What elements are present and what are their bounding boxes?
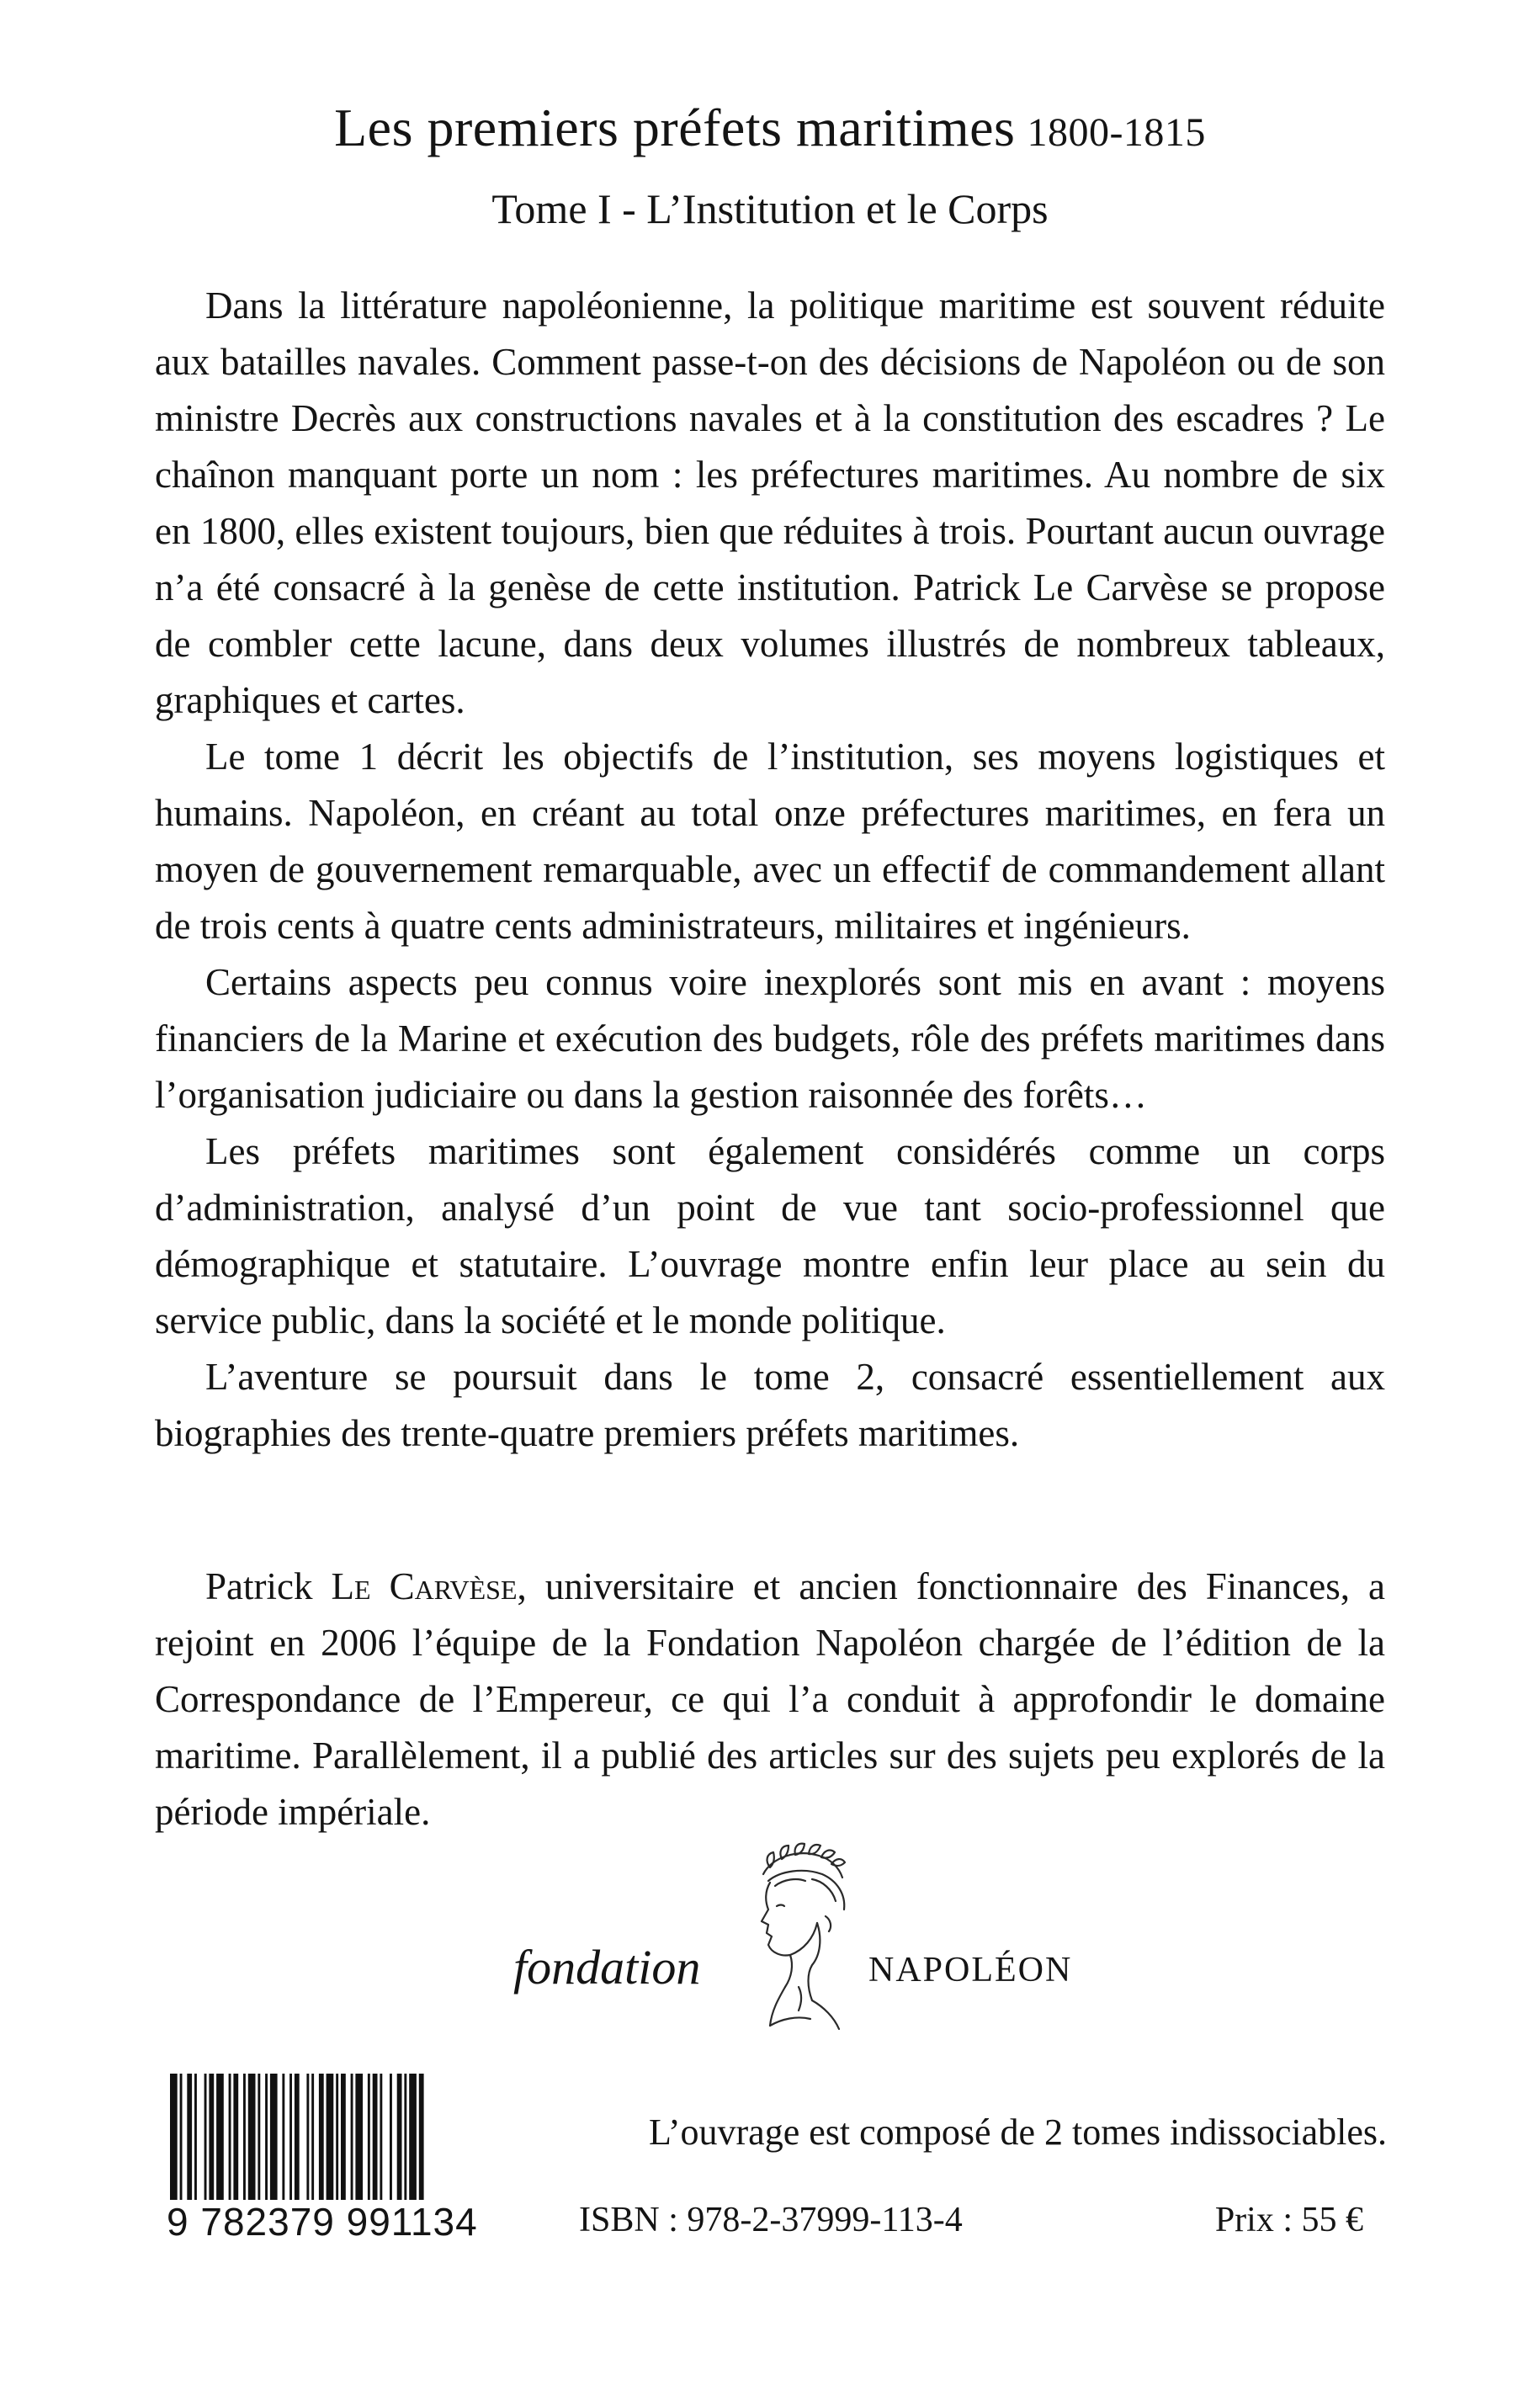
barcode-bar [419, 2074, 424, 2200]
book-description [155, 278, 1385, 1462]
barcode-bar [380, 2074, 382, 2200]
barcode-bar [233, 2074, 238, 2200]
barcode-bar [248, 2074, 256, 2200]
barcode-bar [336, 2074, 338, 2200]
description-paragraph: L’aventure se poursuit dans le tome 2, consacré essentiellement aux biographies des trente-quatre premiers préfets maritimes. [155, 1356, 1385, 1454]
barcode-bar [295, 2074, 300, 2200]
barcode-bar [397, 2074, 402, 2200]
barcode-bar [319, 2074, 324, 2200]
barcode-bar [311, 2074, 314, 2200]
barcode-bar [404, 2074, 406, 2200]
barcode-bar [409, 2074, 417, 2200]
book-title [0, 93, 1540, 168]
author-bio-text: , universitaire et ancien fonctionnaire des Finances, a rejoint en 2006 l’équipe de la Fondation Napoléon chargée de l’édition de la Correspondance de l’Empereur, ce qui l’a conduit à approfondir le domaine maritime. Parallèlement, il a publié des articles sur des sujets peu explorés de la période impériale. [155, 1565, 1385, 1833]
description-paragraph: Les préfets maritimes sont également considérés comme un corps d’administration, analysé d’un point de vue tant socio-professionnel que démographique et statutaire. L’ouvrage montre enfin leur place au sein du service public, dans la société et le monde politique. [155, 1130, 1385, 1341]
laurel-profiles-icon [720, 1839, 863, 2032]
barcode-bar [390, 2074, 392, 2200]
barcode-bar [306, 2074, 309, 2200]
barcode-bar [258, 2074, 260, 2200]
barcode-bar [355, 2074, 363, 2200]
description-paragraph: Dans la littérature napoléonienne, la politique maritime est souvent réduite aux batailles navales. Comment passe-t-on des décisions de Napoléon ou de son ministre Decrès aux constructions navales et à la constitution des escadres ? Le chaînon manquant porte un nom : les préfectures maritimes. Au nombre de six en 1800, elles existent toujours, bien que réduites à trois. Pourtant aucun ouvrage n’a été consacré à la genèse de cette institution. Patrick Le Carvèse se propose de combler cette lacune, dans deux volumes illustrés de nombreux tableaux, graphiques et cartes. [155, 284, 1385, 721]
book-dates: 1800-1815 [1027, 110, 1206, 155]
logo-script-text: fondation [513, 1940, 701, 1995]
barcode-bar [187, 2074, 192, 2200]
author-paragraph [155, 1559, 1385, 1841]
barcode-bar [194, 2074, 197, 2200]
description-paragraph: Le tome 1 décrit les objectifs de l’institution, ses moyens logistiques et humains. Napoléon, en créant au total onze préfectures maritimes, en fera un moyen de gouvernement remarquable, avec un effectif de commandement allant de trois cents à quatre cents administrateurs, militaires et ingénieurs. [155, 736, 1385, 947]
barcode-bar [341, 2074, 346, 2200]
barcode-bar [265, 2074, 268, 2200]
author-bio [155, 1559, 1385, 1841]
book-title-text: Les premiers préfets maritimes [334, 98, 1016, 157]
barcode-bar [327, 2074, 334, 2200]
author-last-name: Le Carvèse [331, 1565, 518, 1607]
barcode-bar [270, 2074, 278, 2200]
barcode-bar [180, 2074, 183, 2200]
barcode-bar [209, 2074, 214, 2200]
isbn-number: ISBN : 978-2-37999-113-4 [579, 2201, 963, 2239]
barcode-bar [229, 2074, 231, 2200]
barcode-digits: 9 782379 991134 [167, 2200, 478, 2244]
publisher-logo [505, 1839, 1128, 2041]
barcode-bar [373, 2074, 378, 2200]
barcode-bar [216, 2074, 224, 2200]
price: Prix : 55 € [1214, 2201, 1363, 2239]
isbn-barcode [167, 2074, 503, 2246]
barcode-bar [243, 2074, 246, 2200]
tomes-notice: L’ouvrage est composé de 2 tomes indissociables. [649, 2111, 1387, 2153]
barcode-bar [351, 2074, 353, 2200]
header [0, 93, 1540, 242]
barcode-bars [167, 2074, 503, 2200]
barcode-bar [170, 2074, 178, 2200]
author-first-name: Patrick [205, 1565, 313, 1607]
barcode-bar [289, 2074, 292, 2200]
barcode-bar [204, 2074, 207, 2200]
description-paragraph: Certains aspects peu connus voire inexplorés sont mis en avant : moyens financiers de la Marine et exécution des budgets, rôle des préfets maritimes dans l’organisation judiciaire ou dans la gestion raisonnée des forêts… [155, 961, 1385, 1116]
book-subtitle: Tome I - L’Institution et le Corps [491, 185, 1049, 232]
logo-caps-text: NAPOLÉON [868, 1951, 1073, 1989]
barcode-bar [282, 2074, 284, 2200]
barcode-bar [368, 2074, 370, 2200]
